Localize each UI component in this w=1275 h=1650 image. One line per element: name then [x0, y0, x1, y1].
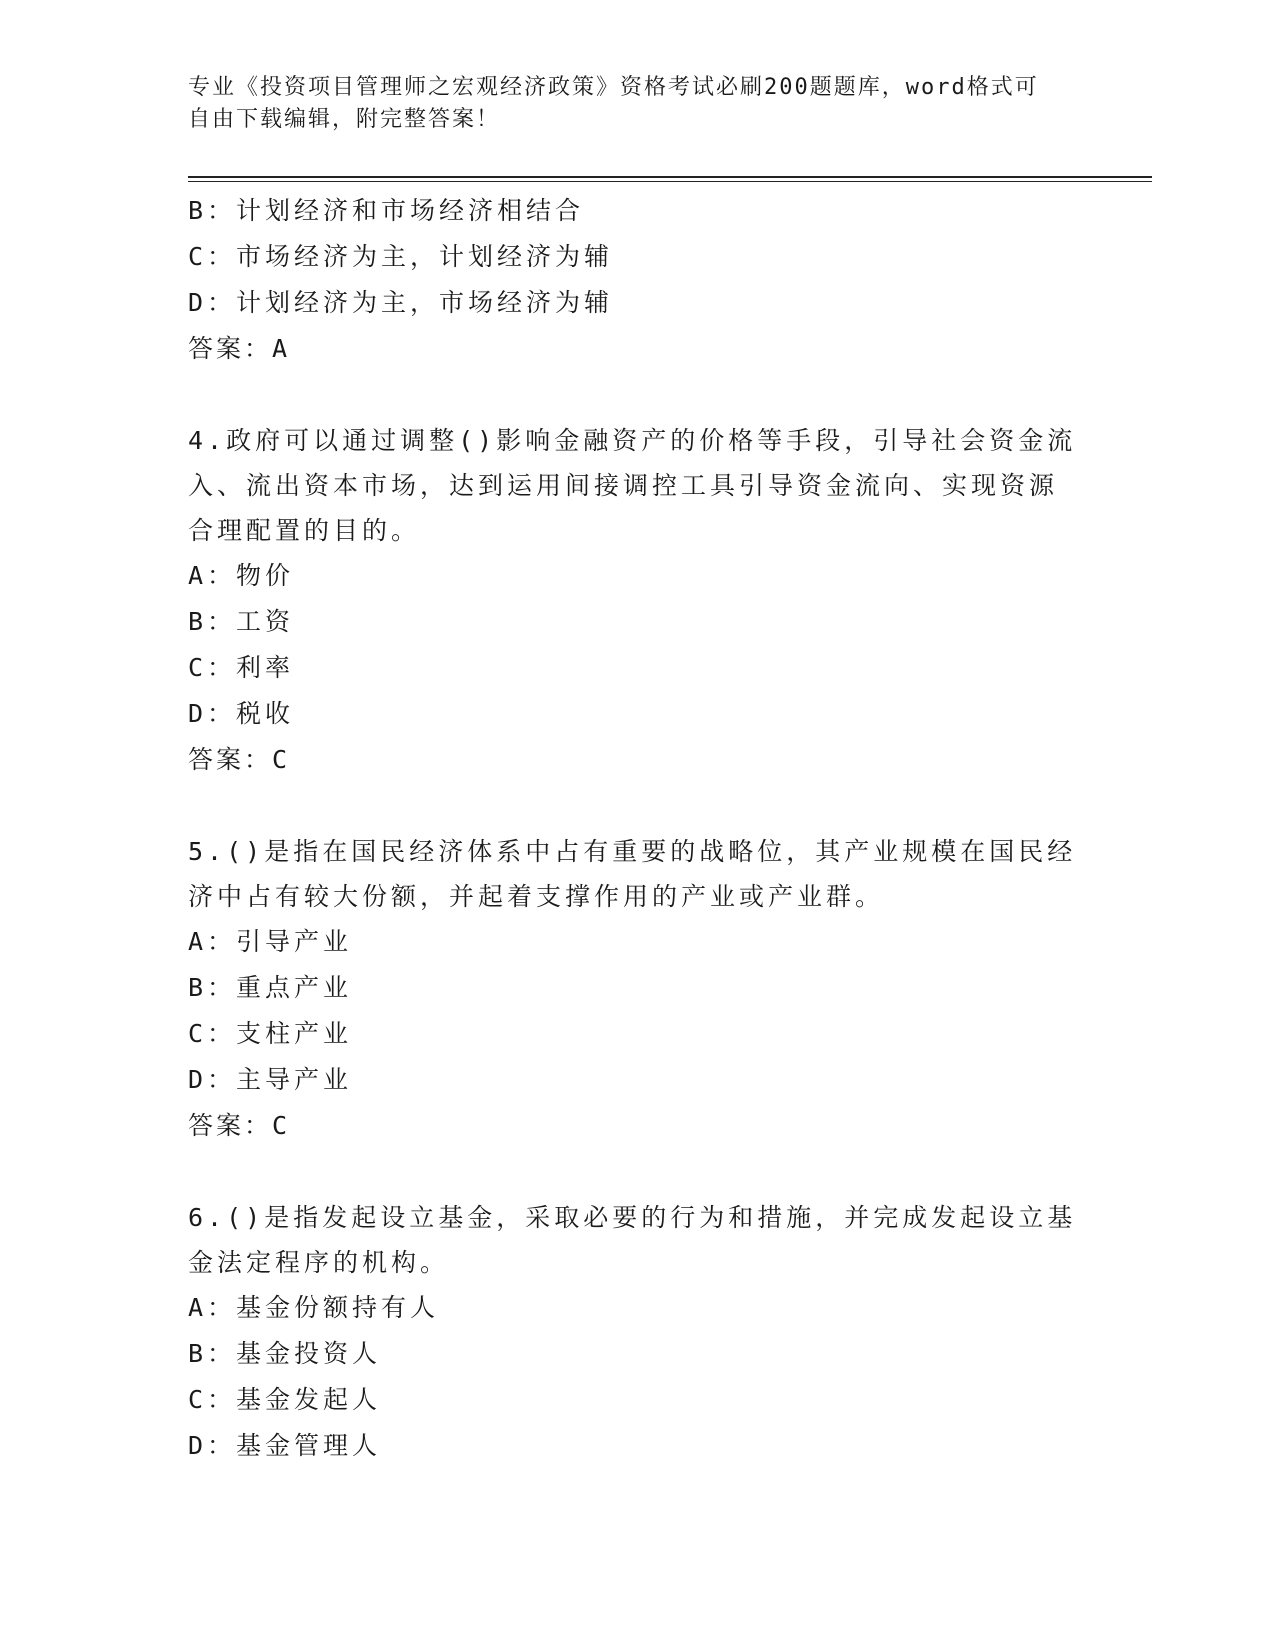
- header-divider-thin: [188, 181, 1152, 182]
- header-divider-thick: [188, 176, 1152, 178]
- question-6: [188, 1195, 1077, 1469]
- q5-stem: [188, 829, 1077, 919]
- q6-stem-line-2: 金法定程序的机构。: [188, 1248, 450, 1277]
- question-5: [188, 829, 1077, 1149]
- q5-option-c: C：支柱产业: [188, 1019, 353, 1048]
- question-content: [188, 188, 1077, 1469]
- question-3-tail: [188, 188, 1068, 372]
- q4-option-b: B：工资: [188, 607, 295, 636]
- q4-stem-line-2: 入、流出资本市场，达到运用间接调控工具引导资金流向、实现资源: [188, 471, 1059, 500]
- q3-option-d: D：计划经济为主，市场经济为辅: [188, 288, 614, 317]
- q5-answer: 答案：C: [188, 1111, 291, 1140]
- q5-option-b: B：重点产业: [188, 973, 353, 1002]
- q4-stem-line-3: 合理配置的目的。: [188, 516, 421, 545]
- q5-stem-line-2: 济中占有较大份额，并起着支撑作用的产业或产业群。: [188, 882, 885, 911]
- q6-option-b: B：基金投资人: [188, 1339, 382, 1368]
- q5-option-a: A：引导产业: [188, 927, 353, 956]
- document-header: [188, 72, 1068, 136]
- q4-answer: 答案：C: [188, 745, 291, 774]
- q3-option-b: B：计划经济和市场经济相结合: [188, 196, 585, 225]
- question-4: [188, 418, 1077, 783]
- q6-stem-line-1: 6.()是指发起设立基金，采取必要的行为和措施，并完成发起设立基: [188, 1203, 1077, 1232]
- q4-stem: [188, 418, 1077, 553]
- q3-answer: 答案：A: [188, 334, 291, 363]
- q6-option-d: D：基金管理人: [188, 1431, 382, 1460]
- header-title-line-1: 专业《投资项目管理师之宏观经济政策》资格考试必刷200题题库，word格式可: [188, 75, 1039, 100]
- q3-option-c: C：市场经济为主，计划经济为辅: [188, 242, 614, 271]
- q6-stem: [188, 1195, 1077, 1285]
- q4-option-a: A：物价: [188, 561, 295, 590]
- q5-stem-line-1: 5.()是指在国民经济体系中占有重要的战略位，其产业规模在国民经: [188, 837, 1077, 866]
- header-title-line-2: 自由下载编辑，附完整答案！: [188, 107, 501, 132]
- q4-option-d: D：税收: [188, 699, 295, 728]
- q5-option-d: D：主导产业: [188, 1065, 353, 1094]
- q4-stem-line-1: 4.政府可以通过调整()影响金融资产的价格等手段，引导社会资金流: [188, 426, 1077, 455]
- q6-option-c: C：基金发起人: [188, 1385, 382, 1414]
- q6-option-a: A：基金份额持有人: [188, 1293, 440, 1322]
- q4-option-c: C：利率: [188, 653, 295, 682]
